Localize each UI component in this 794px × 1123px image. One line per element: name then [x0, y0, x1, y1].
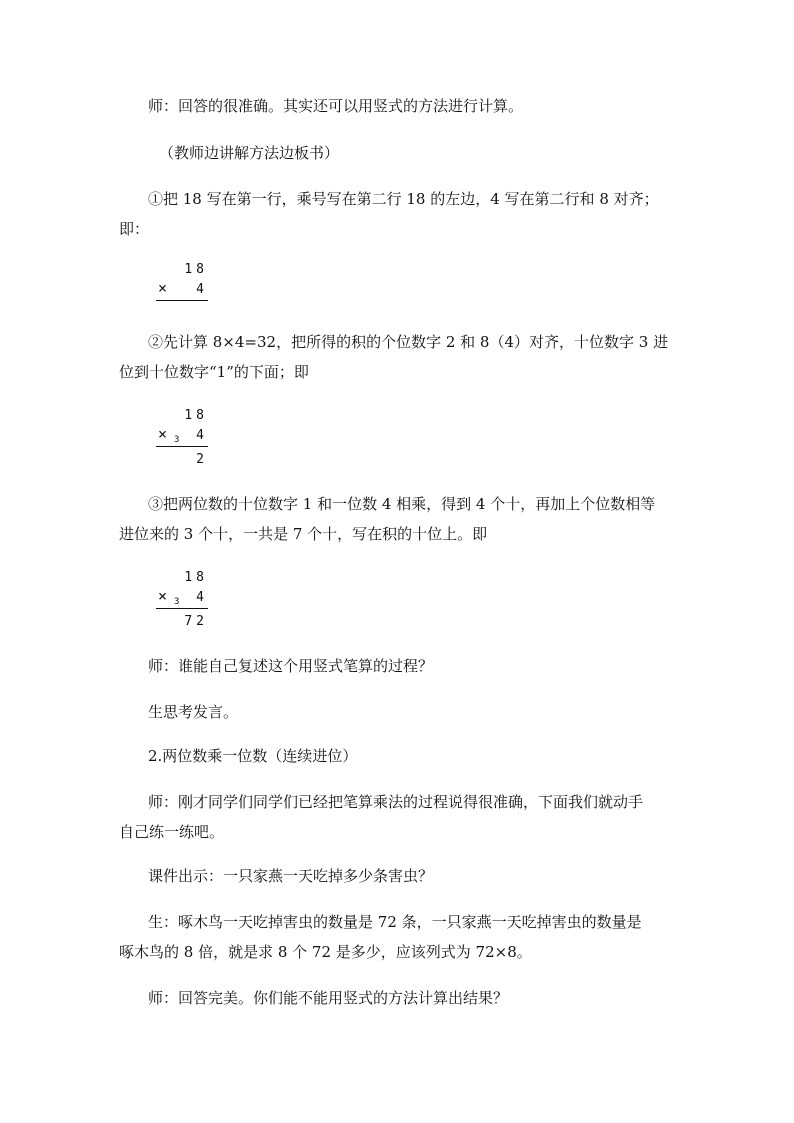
- paragraph-practice-line1: 师：刚才同学们同学们已经把笔算乘法的过程说得很准确，下面我们就动手: [148, 793, 644, 811]
- calc-result: 2: [196, 452, 208, 467]
- vertical-calculation-2: [156, 408, 212, 470]
- calc-carry-digit: 3: [174, 435, 180, 445]
- paragraph-slide-question: 课件出示：一只家燕一天吃掉多少条害虫？: [148, 867, 434, 885]
- calc-multiplicand: 18: [184, 262, 208, 277]
- calc-underline: [156, 300, 208, 301]
- calc-carry-digit: 3: [174, 597, 180, 607]
- multiply-sign: ×: [158, 279, 168, 297]
- paragraph-step3-line1: ③把两位数的十位数字 1 和一位数 4 相乘，得到 4 个十，再加上个位数相等: [148, 495, 656, 513]
- calc-multiplicand: 18: [184, 570, 208, 585]
- section-heading: 2.两位数乘一位数（连续进位）: [148, 747, 358, 765]
- paragraph-student-answer-line1: 生：啄木鸟一天吃掉害虫的数量是 72 条，一只家燕一天吃掉害虫的数量是: [148, 913, 642, 931]
- paragraph-student-response: 生思考发言。: [148, 703, 239, 721]
- calc-multiplicand: 18: [184, 408, 208, 423]
- paragraph-practice-line2: 自己练一练吧。: [119, 823, 225, 841]
- multiply-sign: ×: [158, 587, 168, 605]
- paragraph-step1-line2: 即：: [119, 220, 150, 238]
- calc-underline: [156, 446, 208, 447]
- calc-multiplier: 4: [196, 282, 204, 297]
- paragraph-teacher-followup: 师：回答完美。你们能不能用竖式的方法计算出结果？: [148, 989, 509, 1007]
- paragraph-step3-line2: 进位来的 3 个十，一共是 7 个十，写在积的十位上。即: [119, 525, 488, 543]
- paragraph-student-answer-line2: 啄木鸟的 8 倍，就是求 8 个 72 是多少，应该列式为 72×8。: [119, 943, 532, 961]
- paragraph-step1-line1: ①把 18 写在第一行，乘号写在第二行 18 的左边，4 写在第二行和 8 对齐；: [148, 190, 659, 208]
- calc-underline: [156, 608, 208, 609]
- paragraph-teacher-remark: 师：回答的很准确。其实还可以用竖式的方法进行计算。: [148, 97, 524, 115]
- calc-result: 72: [184, 614, 208, 629]
- calc-multiplier: 4: [196, 428, 204, 443]
- paragraph-step2-line1: ②先计算 8×4=32，把所得的积的个位数字 2 和 8（4）对齐，十位数字 3 进: [148, 333, 669, 351]
- vertical-calculation-3: [156, 570, 212, 632]
- multiply-sign: ×: [158, 425, 168, 443]
- vertical-calculation-1: [156, 262, 212, 304]
- calc-multiplier: 4: [196, 590, 204, 605]
- paragraph-step2-line2: 位到十位数字“1”的下面；即: [119, 363, 309, 381]
- paragraph-board-note: （教师边讲解方法边板书）: [159, 144, 340, 162]
- paragraph-teacher-question: 师：谁能自己复述这个用竖式笔算的过程？: [148, 657, 434, 675]
